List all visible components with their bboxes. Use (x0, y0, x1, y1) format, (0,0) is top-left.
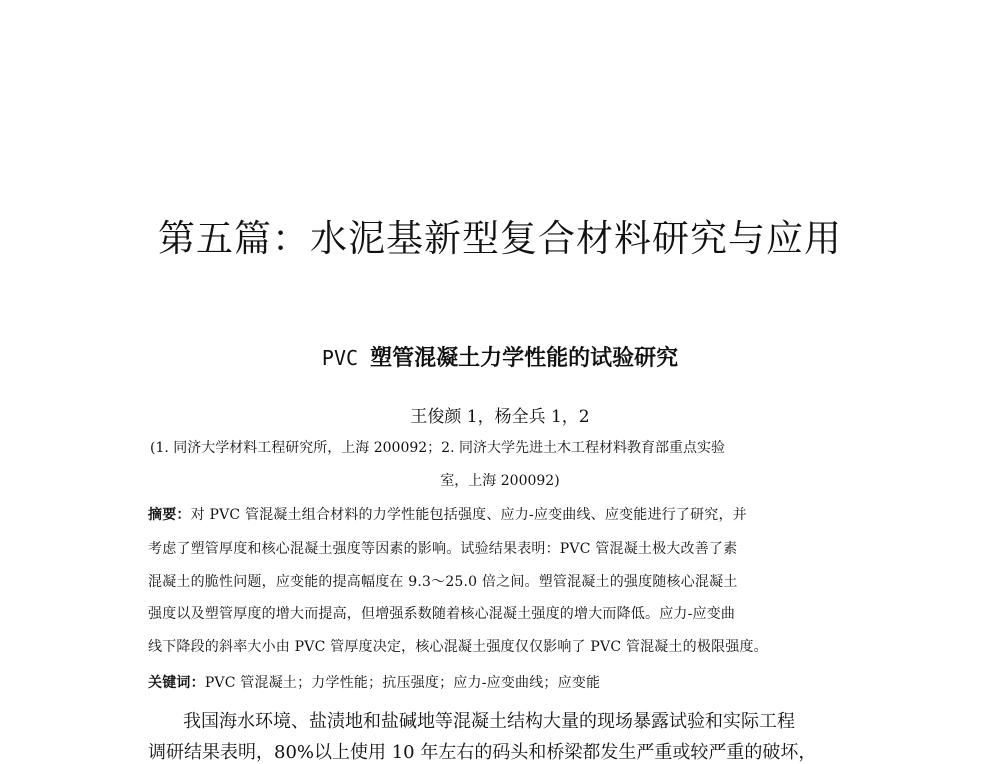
abstract-line-1 (148, 504, 860, 524)
article-title-latin: PVC (321, 346, 371, 370)
abstract-line-4: 强度以及塑管厚度的增大而提高，但增强系数随着核心混凝土强度的增大而降低。应力-应变曲 (148, 606, 736, 622)
abstract-line-3: 混凝土的脆性问题，应变能的提高幅度在 9.3～25.0 倍之间。塑管混凝土的强度随核心混凝土 (148, 574, 738, 590)
abstract-line-5: 线下降段的斜率大小由 PVC 管厚度决定，核心混凝土强度仅仅影响了 PVC 管混凝土的极限强度。 (148, 639, 768, 655)
abstract-line-2: 考虑了塑管厚度和核心混凝土强度等因素的影响。试验结果表明：PVC 管混凝土极大改善了素 (148, 541, 738, 557)
keywords-line (148, 672, 860, 692)
abstract-text-1: 对 PVC 管混凝土组合材料的力学性能包括强度、应力-应变曲线、应变能进行了研究，并 (190, 507, 747, 523)
article-title (0, 341, 1000, 372)
keywords-text: PVC 管混凝土；力学性能；抗压强度；应力-应变曲线；应变能 (204, 675, 601, 691)
body-paragraph-line-2: 调研结果表明，80%以上使用 10 年左右的码头和桥梁都发生严重或较严重的破坏， (148, 742, 817, 763)
abstract-label: 摘要： (148, 507, 191, 523)
body-paragraph-line-1: 我国海水环境、盐渍地和盐碱地等混凝土结构大量的现场暴露试验和实际工程 (183, 711, 795, 732)
affiliation-line-1: (1. 同济大学材料工程研究所，上海 200092；2. 同济大学先进土木工程材料教育部重点实验 (150, 440, 725, 456)
article-title-cn: 塑管混凝土力学性能的试验研究 (370, 346, 679, 371)
part-title: 第五篇：水泥基新型复合材料研究与应用 (158, 217, 842, 260)
authors: 王俊颜 1，杨全兵 1，2 (410, 407, 590, 427)
keywords-label: 关键词： (148, 675, 205, 691)
affiliation-line-2: 室，上海 200092) (440, 473, 560, 489)
